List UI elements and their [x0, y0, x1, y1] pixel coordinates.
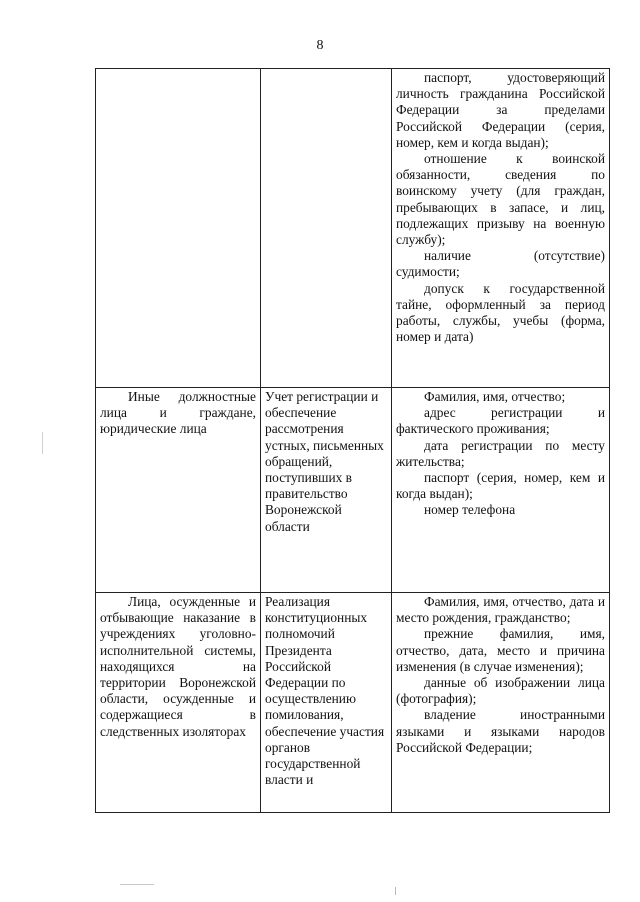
- processing-purpose-text: Реализация конституционных полномочий Президента Российской Федерации по осуществлению помилования, обеспечение участия органов государственной власти и: [265, 594, 385, 788]
- data-subjects-cell: [96, 593, 261, 813]
- data-item: дата регистрации по месту жительства;: [396, 437, 605, 469]
- data-subjects-text: Лица, осужденные и отбывающие наказание в учреждениях уголовно-исполнительной системы, находящихся на территории Воронежской области, осужденные и содержащиеся в следственных изоляторах: [100, 594, 256, 739]
- data-subjects-cell: [96, 388, 261, 593]
- table-row: [96, 593, 610, 813]
- processing-purpose-cell: [261, 593, 392, 813]
- data-item: отношение к воинской обязанности, сведения по воинскому учету (для граждан, пребывающих в запасе, и лиц, подлежащих призыву на военную службу);: [396, 151, 605, 248]
- page-number: 8: [316, 38, 324, 53]
- data-item: Фамилия, имя, отчество, дата и место рождения, гражданство;: [396, 594, 605, 626]
- data-item: паспорт, удостоверяющий личность гражданина Российской Федерации за пределами Российской Федерации (серия, номер, кем и когда выдан);: [396, 70, 605, 150]
- data-item: номер телефона: [424, 502, 516, 518]
- data-subjects-text: Иные должностные лица и граждане, юридические лица: [100, 389, 256, 437]
- processing-purpose-cell: [261, 388, 392, 593]
- data-item: наличие (отсутствие) судимости;: [396, 248, 605, 280]
- data-item: паспорт (серия, номер, кем и когда выдан);: [396, 470, 605, 502]
- data-subjects-cell: [96, 69, 261, 388]
- scan-artifact: [395, 887, 396, 895]
- scan-artifact: [42, 432, 43, 454]
- table-row: [96, 388, 610, 593]
- data-item: адрес регистрации и фактического проживания;: [396, 405, 605, 437]
- data-item: допуск к государственной тайне, оформленный за период работы, службы, учебы (форма, номер и дата): [396, 280, 605, 345]
- processing-purpose-text: Учет регистрации и обеспечение рассмотрения устных, письменных обращений, поступивших в правительство Воронежской области: [265, 389, 384, 534]
- data-list-cell: [392, 388, 610, 593]
- processing-purpose-cell: [261, 69, 392, 388]
- data-item: Фамилия, имя, отчество;: [424, 389, 566, 404]
- data-list-cell: [392, 69, 610, 388]
- table-row: [96, 69, 610, 388]
- personal-data-table: [95, 68, 610, 813]
- data-list-cell: [392, 593, 610, 813]
- data-item: данные об изображении лица (фотография);: [396, 675, 605, 707]
- scan-artifact: [120, 884, 154, 885]
- data-item: владение иностранными языками и языками народов Российской Федерации;: [396, 707, 605, 755]
- data-item: прежние фамилия, имя, отчество, дата, место и причина изменения (в случае изменения);: [396, 626, 605, 674]
